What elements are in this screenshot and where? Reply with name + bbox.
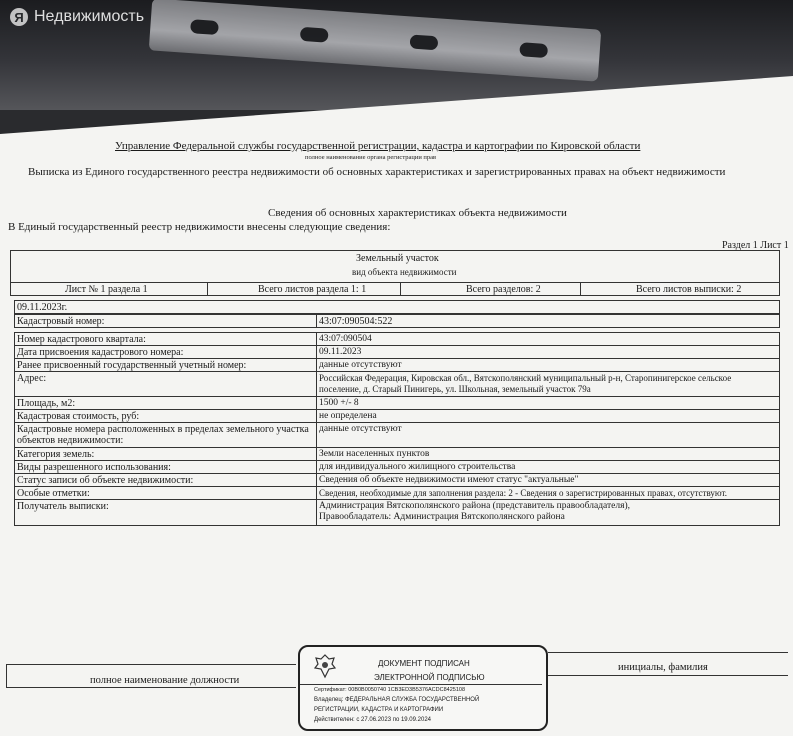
stamp-certificate: Сертификат: 00B0B0050740 1CB3ED3B5376ACDC8425108 xyxy=(314,687,466,693)
coat-of-arms-icon xyxy=(312,653,338,679)
stamp-validity: Действителен: с 27.06.2023 по 19.09.2024 xyxy=(314,717,431,723)
intro-text: В Единый государственный реестр недвижимости внесены следующие сведения: xyxy=(8,221,391,233)
row-line xyxy=(14,447,780,448)
cadastral-value: 43:07:090504:522 xyxy=(319,316,393,327)
row-line xyxy=(14,409,780,410)
row-value: Земли населенных пунктов xyxy=(319,449,430,459)
row-label: Статус записи об объекте недвижимости: xyxy=(17,475,194,486)
row-label: Кадастровые номера расположенных в пределах земельного участка объектов недвижимости: xyxy=(17,424,309,446)
initials-caption: инициалы, фамилия xyxy=(618,662,708,673)
position-caption: полное наименование должности xyxy=(90,675,240,686)
row-line xyxy=(14,358,780,359)
row-value: данные отсутствуют xyxy=(319,360,402,370)
total-sheets-section: Всего листов раздела 1: 1 xyxy=(258,284,367,295)
binder-hole xyxy=(409,34,438,50)
row-line xyxy=(14,473,780,474)
row-value: Сведения, необходимые для заполнения раздела: 2 - Сведения о зарегистрированных правах, отсутствуют. xyxy=(319,488,728,498)
authority-title: Управление Федеральной службы государственной регистрации, кадастра и картографии по Кировской области xyxy=(115,140,641,152)
object-type-caption: вид объекта недвижимости xyxy=(352,267,457,277)
row-value: Российская Федерация, Кировская обл., Вятскополянский муниципальный р-н, Старопинигерское сельское поселение, д. Старый Пинигерь, ул. Школьная, земельный участок 79а xyxy=(319,373,732,394)
e-signature-stamp xyxy=(298,645,548,731)
row-line xyxy=(14,460,780,461)
divider xyxy=(207,282,208,296)
row-value: данные отсутствуют xyxy=(319,424,402,434)
object-type: Земельный участок xyxy=(356,253,439,264)
row-label: Ранее присвоенный государственный учетный номер: xyxy=(17,360,247,371)
extract-date: 09.11.2023г. xyxy=(17,302,68,313)
row-label: Площадь, м2: xyxy=(17,398,76,409)
divider xyxy=(316,314,317,328)
binder-hole xyxy=(190,19,219,35)
row-value: для индивидуального жилищного строительства xyxy=(319,462,516,472)
total-sheets-extract: Всего листов выписки: 2 xyxy=(636,284,742,295)
watermark-text: Недвижимость xyxy=(34,8,145,25)
yandex-logo-icon: Я xyxy=(10,8,28,26)
row-label: Виды разрешенного использования: xyxy=(17,462,171,473)
section-reference: Раздел 1 Лист 1 xyxy=(722,240,789,251)
row-value: 09.11.2023 xyxy=(319,347,362,357)
total-sections: Всего разделов: 2 xyxy=(466,284,541,295)
stamp-owner-2: РЕГИСТРАЦИИ, КАДАСТРА И КАРТОГРАФИИ xyxy=(314,707,444,713)
row-line xyxy=(14,371,780,372)
row-value: Сведения об объекте недвижимости имеют статус "актуальные" xyxy=(319,475,579,485)
cadastral-label: Кадастровый номер: xyxy=(17,316,105,327)
row-label: Дата присвоения кадастрового номера: xyxy=(17,347,184,358)
row-line xyxy=(14,422,780,423)
binder-hole xyxy=(519,42,548,58)
watermark-logo xyxy=(10,8,144,26)
divider xyxy=(580,282,581,296)
row-label: Кадастровая стоимость, руб: xyxy=(17,411,140,422)
row-label: Особые отметки: xyxy=(17,488,90,499)
row-value: Администрация Вятскополянского района (представитель правообладателя), Правообладатель: Администрация Вятскополянского района xyxy=(319,501,631,522)
row-value: 43:07:090504 xyxy=(319,334,372,344)
stamp-line-1: ДОКУМЕНТ ПОДПИСАН xyxy=(378,659,470,668)
cadastral-row xyxy=(14,314,780,328)
date-row xyxy=(14,300,780,314)
row-line xyxy=(14,345,780,346)
divider xyxy=(400,282,401,296)
row-line xyxy=(14,486,780,487)
sheet-number: Лист № 1 раздела 1 xyxy=(65,284,148,295)
table-column-divider xyxy=(316,332,317,526)
row-value: не определена xyxy=(319,411,377,421)
row-line xyxy=(14,396,780,397)
row-label: Адрес: xyxy=(17,373,47,384)
row-label: Номер кадастрового квартала: xyxy=(17,334,146,345)
stamp-owner: Владелец: ФЕДЕРАЛЬНАЯ СЛУЖБА ГОСУДАРСТВЕННОЙ xyxy=(314,697,480,703)
stamp-line-2: ЭЛЕКТРОННОЙ ПОДПИСЬЮ xyxy=(374,673,485,682)
binder-hole xyxy=(300,27,329,43)
section-title: Сведения об основных характеристиках объекта недвижимости xyxy=(268,207,567,219)
row-label: Получатель выписки: xyxy=(17,501,109,512)
extract-title: Выписка из Единого государственного реестра недвижимости об основных характеристиках и зарегистрированных правах на объект недвижимости xyxy=(28,166,726,178)
row-label: Категория земель: xyxy=(17,449,95,460)
row-value: 1500 +/- 8 xyxy=(319,398,359,408)
row-line xyxy=(14,499,780,500)
stamp-divider xyxy=(300,684,542,685)
authority-caption: полное наименование органа регистрации прав xyxy=(305,154,437,161)
